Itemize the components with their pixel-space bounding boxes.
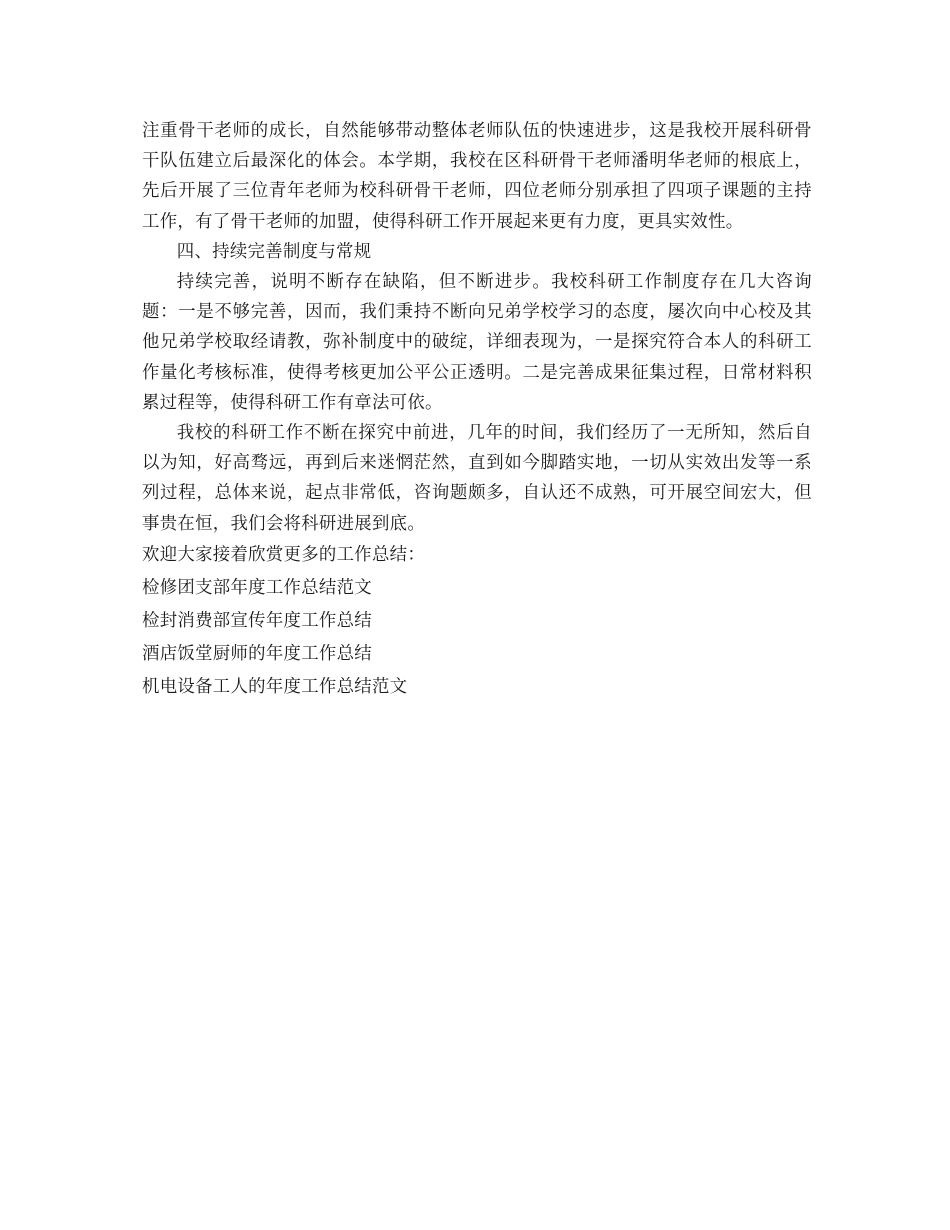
related-links-list [142,572,812,704]
body-paragraph-1: 注重骨干老师的成长，自然能够带动整体老师队伍的快速进步，这是我校开展科研骨干队伍建立后最深化的体会。本学期，我校在区科研骨干老师潘明华老师的根底上，先后开展了三位青年老师为校科研骨干老师，四位老师分别承担了四项子课题的主持工作，有了骨干老师的加盟，使得科研工作开展起来更有力度，更具实效性。 [142,121,812,232]
related-link-4[interactable]: 机电设备工人的年度工作总结范文 [142,676,408,697]
body-paragraph-3: 我校的科研工作不断在探究中前进，几年的时间，我们经历了一无所知，然后自以为知，好高骛远，再到后来迷惘茫然，直到如今脚踏实地，一切从实效出发等一系列过程，总体来说，起点非常低，咨询题颇多，自认还不成熟，可开展空间宏大，但事贵在恒，我们会将科研进展到底。 [142,423,812,534]
more-summaries-intro: 欢迎大家接着欣赏更多的工作总结： [142,544,426,565]
document-page [142,116,812,704]
section-heading: 四、持续完善制度与常规 [176,241,372,262]
related-link-3[interactable]: 酒店饭堂厨师的年度工作总结 [142,643,372,664]
body-paragraph-2: 持续完善，说明不断存在缺陷，但不断进步。我校科研工作制度存在几大咨询题：一是不够完善，因而，我们秉持不断向兄弟学校学习的态度，屡次向中心校及其他兄弟学校取经请教，弥补制度中的破绽，详细表现为，一是探究符合本人的科研工作量化考核标准，使得考核更加公平公正透明。二是完善成果征集过程，日常材料积累过程等，使得科研工作有章法可依。 [142,272,812,413]
related-link-1[interactable]: 检修团支部年度工作总结范文 [142,577,372,598]
related-link-2[interactable]: 检封消费部宣传年度工作总结 [142,610,372,631]
